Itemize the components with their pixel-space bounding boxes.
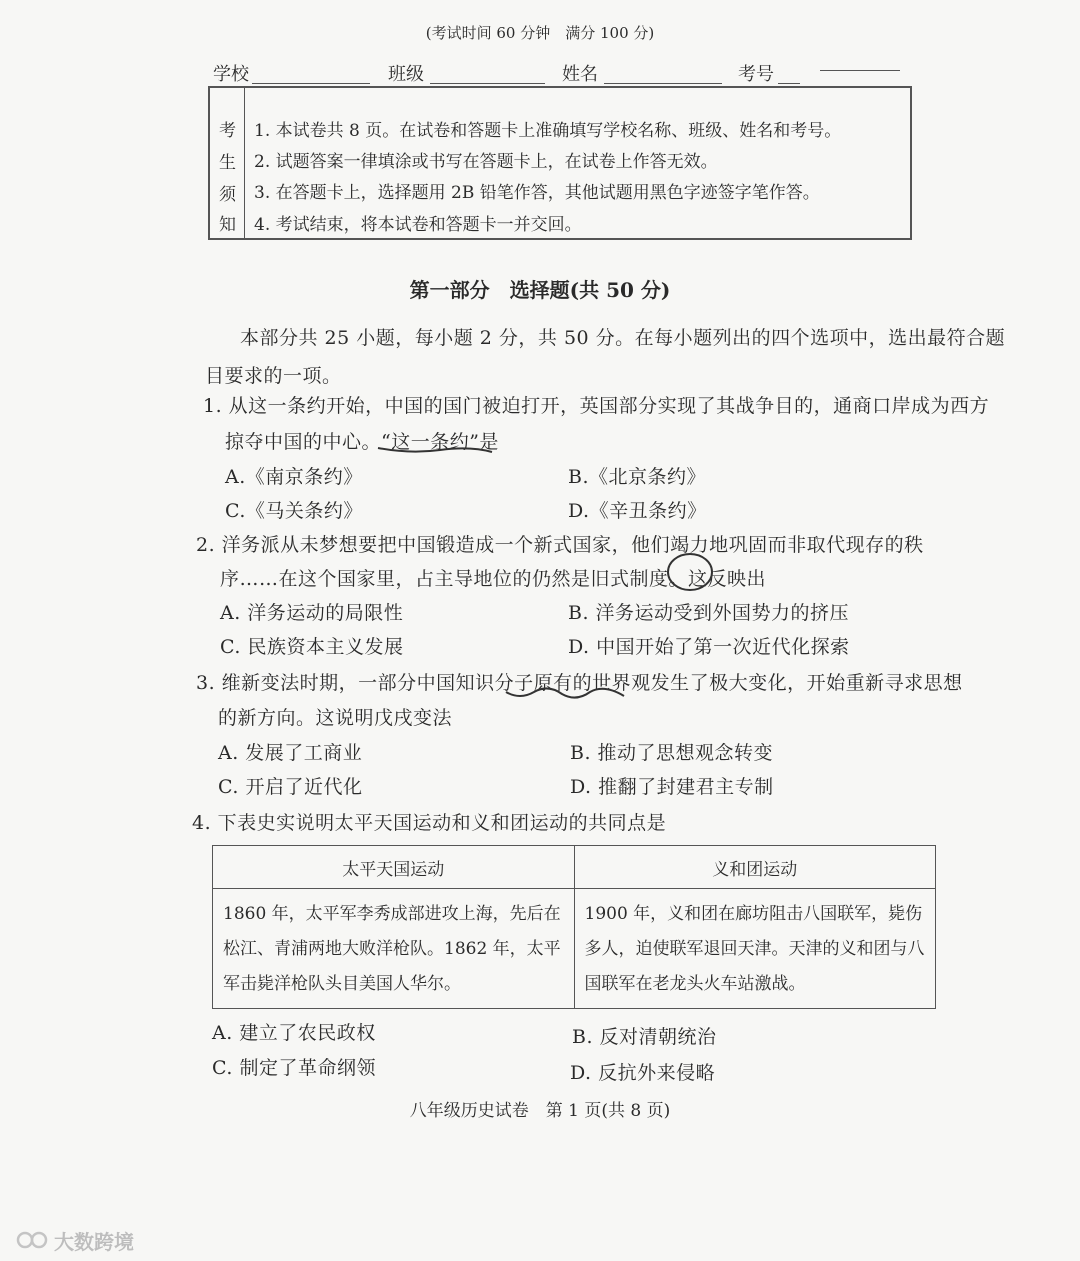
exam-number-label: 考号 <box>738 64 774 85</box>
question-4-text: 4. 下表史实说明太平天国运动和义和团运动的共同点是 <box>192 812 667 834</box>
question-1-text: 1. 从这一条约开始，中国的国门被迫打开，英国部分实现了其战争目的，通商口岸成为西方 <box>203 395 990 417</box>
section-intro: 本部分共 25 小题，每小题 2 分，共 50 分。在每小题列出的四个选项中，选出最符合题 <box>240 327 1006 349</box>
notice-side-char: 知 <box>219 215 236 235</box>
question-3-text-cont: 的新方向。这说明戊戌变法 <box>218 707 453 729</box>
table-row <box>213 889 936 1009</box>
candidate-notice-box <box>208 86 912 240</box>
question-1-option-b: B.《北京条约》 <box>568 466 707 488</box>
question-3-text: 3. 维新变法时期，一部分中国知识分子原有的世界观发生了极大变化，开始重新寻求思想 <box>196 672 963 694</box>
question-4-option-a: A. 建立了农民政权 <box>212 1022 376 1044</box>
notice-side-char: 考 <box>219 121 236 141</box>
notice-side-char: 生 <box>219 153 236 173</box>
notice-line: 4. 考试结束，将本试卷和答题卡一并交回。 <box>254 215 582 235</box>
section-title: 第一部分 选择题(共 50 分) <box>409 278 671 302</box>
notice-line: 2. 试题答案一律填涂或书写在答题卡上，在试卷上作答无效。 <box>254 152 718 172</box>
class-label: 班级 <box>388 64 424 85</box>
notice-line: 1. 本试卷共 8 页。在试卷和答题卡上准确填写学校名称、班级、姓名和考号。 <box>254 121 842 141</box>
question-2-text: 2. 洋务派从未梦想要把中国锻造成一个新式国家，他们竭力地巩固而非取代现存的秩 <box>196 534 924 556</box>
table-cell-boxer: 1900 年，义和团在廊坊阻击八国联军，毙伤多人，迫使联军退回天津。天津的义和团与八国联军在老龙头火车站激战。 <box>574 889 936 1009</box>
question-1-option-d: D.《辛丑条约》 <box>568 500 707 522</box>
question-4-option-d: D. 反抗外来侵略 <box>570 1062 716 1084</box>
question-2-option-a: A. 洋务运动的局限性 <box>220 602 404 624</box>
class-blank <box>430 83 545 84</box>
question-3-option-d: D. 推翻了封建君主专制 <box>570 776 774 798</box>
watermark-text: 大数跨境 <box>54 1230 134 1254</box>
question-2-option-b: B. 洋务运动受到外国势力的挤压 <box>568 602 850 624</box>
notice-side-label <box>210 88 245 238</box>
question-3-option-b: B. 推动了思想观念转变 <box>570 742 774 764</box>
question-1-option-a: A.《南京条约》 <box>225 466 363 488</box>
question-1-text-cont: 掠夺中国的中心。“这一条约”是 <box>225 431 499 453</box>
question-2-option-d: D. 中国开始了第一次近代化探索 <box>568 636 850 658</box>
section-intro-cont: 目要求的一项。 <box>205 365 342 387</box>
exam-number-blank-b <box>820 70 900 71</box>
exam-time-note: (考试时间 60 分钟 满分 100 分) <box>425 24 655 42</box>
exam-number-blank-a <box>778 83 800 84</box>
school-blank <box>252 83 370 84</box>
question-2-text-cont: 序……在这个国家里，占主导地位的仍然是旧式制度。这反映出 <box>220 568 767 590</box>
table-header-taiping: 太平天国运动 <box>213 846 575 889</box>
name-blank <box>604 83 722 84</box>
name-label: 姓名 <box>562 64 598 85</box>
table-cell-taiping: 1860 年，太平军李秀成部进攻上海，先后在松江、青浦两地大败洋枪队。1862 年，太平军击毙洋枪队头目美国人华尔。 <box>213 889 575 1009</box>
question-4-option-c: C. 制定了革命纲领 <box>212 1057 376 1079</box>
notice-line: 3. 在答题卡上，选择题用 2B 铅笔作答，其他试题用黑色字迹签字笔作答。 <box>254 183 820 203</box>
table-header-row <box>213 846 936 889</box>
question-4-option-b: B. 反对清朝统治 <box>572 1026 717 1048</box>
question-3-option-c: C. 开启了近代化 <box>218 776 363 798</box>
question-2-option-c: C. 民族资本主义发展 <box>220 636 404 658</box>
table-header-boxer: 义和团运动 <box>574 846 936 889</box>
notice-side-char: 须 <box>219 185 236 205</box>
school-label: 学校 <box>213 64 249 85</box>
watermark-logo-icon <box>16 1228 50 1252</box>
history-comparison-table <box>212 845 936 1009</box>
page-footer: 八年级历史试卷 第 1 页(共 8 页) <box>409 1101 671 1121</box>
question-1-option-c: C.《马关条约》 <box>225 500 363 522</box>
question-3-option-a: A. 发展了工商业 <box>218 742 363 764</box>
